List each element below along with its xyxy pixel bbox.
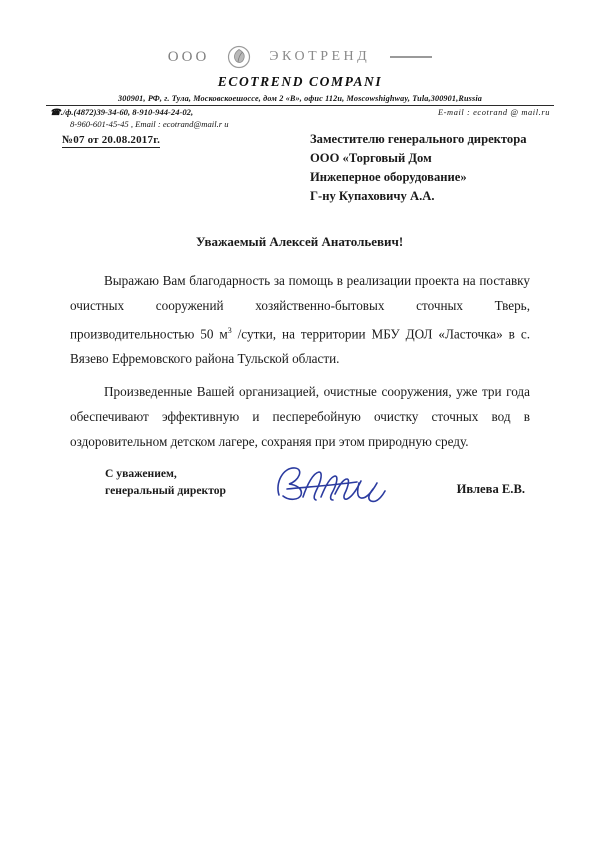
closing-lines [105, 465, 226, 499]
address-block [0, 94, 600, 103]
addressee-line-3: Инжеперное оборудование» [310, 170, 467, 184]
letterhead [0, 44, 600, 129]
paragraph-1 [70, 268, 530, 371]
logo-ooo-label: ООО [167, 48, 210, 65]
logo-wordmark: ЭКОТРЕНД [269, 49, 371, 64]
salutation: Уважаемый Алексей Анатольевич! [196, 234, 404, 249]
company-logo [0, 44, 600, 70]
letter-body [70, 268, 530, 454]
signatory-name: Ивлева Е.В. [456, 482, 525, 496]
paragraph-1-post: /сутки, на территории МБУ ДОЛ «Ласточка» в с. Вязево Ефремовского района Тульской области. [70, 326, 530, 367]
closing-line-2: генеральный директор [105, 484, 226, 497]
paragraph-1-pre: Выражаю Вам благодарность за помощь в реализации проекта на поставку очистных сооружений хозяйственно-бытовых сточных Тверь, производительностью 50 м [70, 273, 530, 342]
paragraph-2: Произведенные Вашей организацией, очистные сооружения, уже три года обеспечивают эффективную и песперебойную очистку сточных вод в оздоровительном детском лагере, сохраняя при этом природную среду. [70, 384, 530, 450]
addressee-line-2: ООО «Торговый Дом [310, 151, 432, 165]
signature-block [105, 465, 525, 525]
cubic-meter-exponent: 3 [227, 326, 232, 335]
logo-underline-rule [390, 56, 432, 58]
address-line: 300901, РФ, г. Тула, Московскоешоссе, дом 2 «В», офис 112и, Moscowshighway, Tula,300901,Russia [117, 94, 483, 103]
handwritten-signature-icon [273, 461, 393, 507]
company-name: ECOTREND COMPANI [217, 74, 383, 89]
leaf-droplet-logo-icon [227, 45, 251, 69]
contact-row-2 [0, 118, 600, 129]
addressee-line-4: Г-ну Купаховичу А.А. [310, 189, 435, 203]
email-line: E-mail : ecotrand @ mail.ru [437, 108, 550, 117]
addressee-block [310, 130, 580, 206]
closing-line-1: С уважением, [105, 467, 177, 480]
phone-email-line: 8-960-601-45-45 , Email : ecotrand@mail.r u [70, 119, 229, 129]
addressee-line-1: Заместителю генерального директора [310, 132, 527, 146]
contact-row-1 [0, 106, 600, 118]
phone-line: ☎./ф.(4872)39-34-60, 8-910-944-24-02, [50, 107, 194, 117]
reference-number: №07 от 20.08.2017г. [62, 134, 161, 146]
